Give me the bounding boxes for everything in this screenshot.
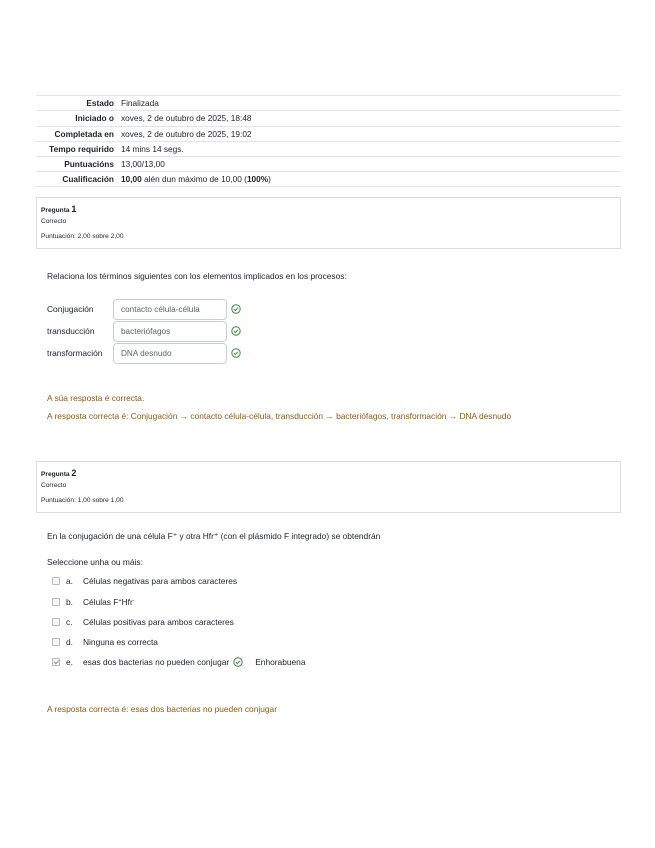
question-state: Correcto xyxy=(41,218,67,225)
summary-row-iniciado xyxy=(36,110,621,125)
summary-value: xoves, 2 de outubro de 2025, 18:48 xyxy=(121,113,252,124)
option-b-text: Células F xyxy=(83,597,119,607)
option-feedback: Enhorabuena xyxy=(255,657,306,667)
checkbox[interactable] xyxy=(52,598,60,606)
question-1-text: Relaciona los términos siguientes con los elementos implicados en los procesos: xyxy=(47,271,347,281)
correct-check-icon xyxy=(231,326,241,336)
question-num: 2 xyxy=(71,468,77,478)
question-state: Correcto xyxy=(41,482,67,489)
summary-row-cualificacion xyxy=(36,171,621,186)
question-2-info xyxy=(36,461,621,513)
match-term: Conjugación xyxy=(47,304,94,314)
question-2-text: En la conjugación de una célula F⁺ y otra Hfr⁺ (con el plásmido F integrado) se obtendrán xyxy=(47,531,381,541)
summary-value: 14 mins 14 segs. xyxy=(121,144,184,155)
option-letter: d. xyxy=(66,637,73,647)
summary-value xyxy=(121,174,271,184)
match-row xyxy=(47,298,241,320)
correct-check-icon xyxy=(231,348,241,358)
option-letter: a. xyxy=(66,576,73,586)
grade-text: alén dun máximo de 10,00 ( xyxy=(141,174,247,185)
question-num: 1 xyxy=(71,204,77,214)
feedback-correct: A súa resposta é correcta. xyxy=(47,393,145,403)
summary-value: xoves, 2 de outubro de 2025, 19:02 xyxy=(121,128,252,139)
option-letter: c. xyxy=(66,617,73,627)
option-text: Células positivas para ambos caracteres xyxy=(83,617,234,627)
option-b-mid: Hfr xyxy=(121,597,133,607)
summary-label: Tempo requirido xyxy=(49,144,114,155)
summary-label: Puntuacións xyxy=(64,159,114,170)
grade-percent: 100% xyxy=(246,174,269,185)
match-term: transformación xyxy=(47,348,103,358)
option-b[interactable] xyxy=(52,595,135,609)
checkbox-checked[interactable] xyxy=(52,658,60,666)
summary-row-puntuacions xyxy=(36,156,621,171)
match-select[interactable]: bacteriófagos xyxy=(113,321,227,342)
attempt-summary-table xyxy=(36,95,621,187)
option-a[interactable] xyxy=(52,574,237,588)
grade-text-end: ) xyxy=(268,174,271,185)
option-b-sup1: + xyxy=(118,598,122,604)
match-select[interactable]: DNA desnudo xyxy=(113,343,227,364)
option-letter: e. xyxy=(66,657,73,667)
match-term: transducción xyxy=(47,326,95,336)
summary-label: Completada en xyxy=(54,128,114,139)
summary-label: Cualificación xyxy=(62,174,114,185)
question-prefix: Pregunta xyxy=(41,471,70,478)
summary-row-tempo xyxy=(36,141,621,156)
match-row xyxy=(47,320,241,342)
match-row xyxy=(47,342,241,364)
question-grade: Puntuación: 2,00 sobre 2,00 xyxy=(41,233,124,240)
right-answer: A resposta correcta é: Conjugación → contacto célula-célula, transducción → bacteriófagos, transformación → DNA desnudo xyxy=(47,411,512,421)
summary-value: 13,00/13,00 xyxy=(121,159,165,170)
summary-value: Finalizada xyxy=(121,98,159,109)
option-text: Células negativas para ambos caracteres xyxy=(83,576,238,586)
question-1-info xyxy=(36,197,621,249)
grade-value: 10,00 xyxy=(121,174,142,185)
question-grade: Puntuación: 1,00 sobre 1,00 xyxy=(41,497,124,504)
option-b-sup2: - xyxy=(132,598,135,604)
select-prompt: Seleccione unha ou máis: xyxy=(47,557,143,567)
option-c[interactable] xyxy=(52,615,234,629)
summary-label: Estado xyxy=(86,98,114,109)
checkbox[interactable] xyxy=(52,638,60,646)
checkbox[interactable] xyxy=(52,618,60,626)
option-text xyxy=(83,597,135,607)
summary-row-estado xyxy=(36,95,621,110)
question-number xyxy=(41,203,620,216)
right-answer: A resposta correcta é: esas dos bacterias no pueden conjugar xyxy=(47,704,277,714)
match-select[interactable]: contacto célula-célula xyxy=(113,299,227,320)
checkbox[interactable] xyxy=(52,577,60,585)
summary-label: Iniciado o xyxy=(75,113,114,124)
correct-check-icon xyxy=(233,657,243,667)
question-prefix: Pregunta xyxy=(41,207,70,214)
correct-check-icon xyxy=(231,304,241,314)
option-d[interactable] xyxy=(52,635,158,649)
option-e[interactable] xyxy=(52,655,306,669)
option-letter: b. xyxy=(66,597,73,607)
summary-row-completada xyxy=(36,126,621,141)
option-text: esas dos bacterias no pueden conjugar xyxy=(83,657,230,667)
option-text: Ninguna es correcta xyxy=(83,637,158,647)
question-number xyxy=(41,467,620,480)
